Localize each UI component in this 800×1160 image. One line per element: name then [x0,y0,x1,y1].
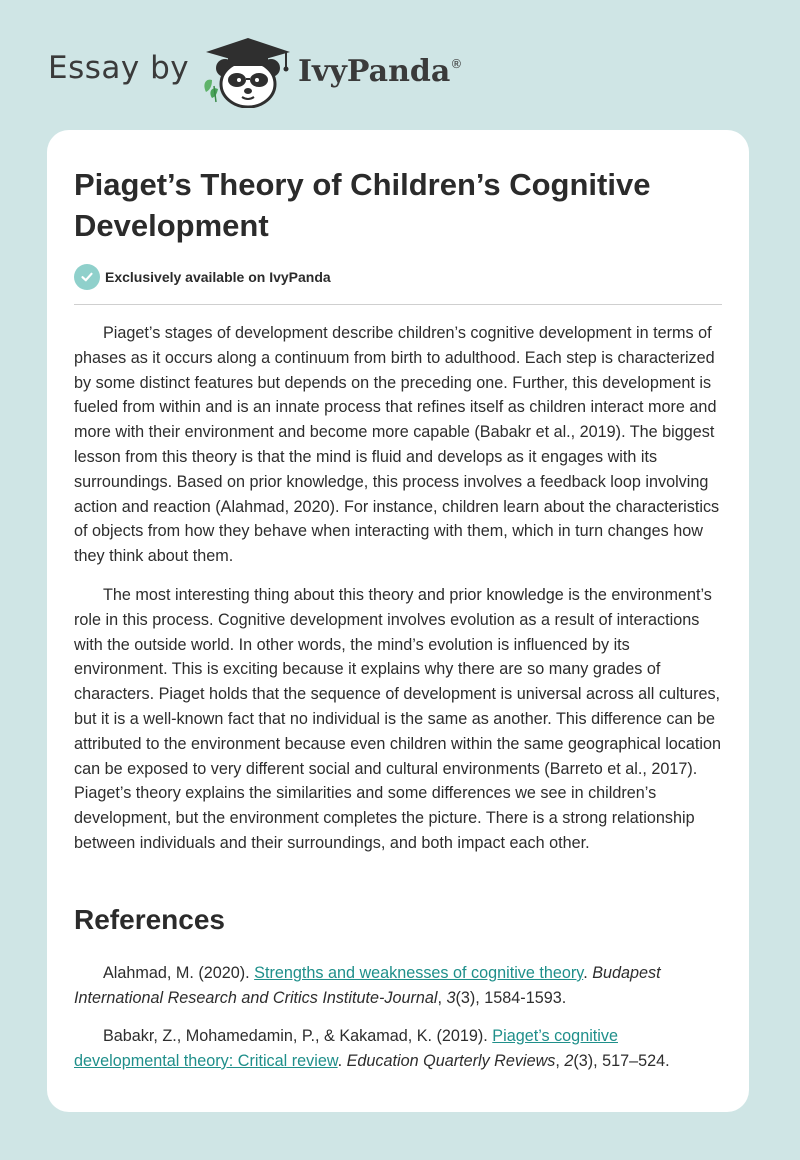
divider [74,304,722,305]
reference-punct: , [437,989,447,1007]
brand-name-text: IvyPanda [298,54,451,89]
paragraph: The most interesting thing about this theory and prior knowledge is the environment’s role in this process. Cognitive development involves evolution as a result of interactions with the outside world. In other words, the mind’s evolution is influenced by its environment. This is exciting because it explains why there are so many grades of characters. Piaget holds that the sequence of development is universal across all cultures, but it is a well-known fact that no individual is the same as another. This difference can be attributed to the environment because even children within the same geographical location can be exposed to very different social and cultural environments (Barreto et al., 2017). Piaget’s theory explains the similarities and some differences we see in children’s development, but the environment completes the picture. There is a strong relationship between individuals and their surroundings, and both impact each other. [74,585,722,852]
reference-volume: 3 [446,989,456,1007]
page-title: Piaget’s Theory of Children’s Cognitive Development [74,167,651,243]
references-heading: References [74,904,225,935]
reference-journal: Budapest International Research and Critics Institute-Journal [74,964,661,1007]
reference-link[interactable]: Piaget’s cognitive developmental theory: Critical review [74,1027,618,1070]
reference-authors: Babakr, Z., Mohamedamin, P., & Kakamad, K. (2019). [103,1027,493,1045]
reference-punct: . [337,1052,347,1070]
reference-punct: . [583,964,593,982]
badge-label: Exclusively available on IvyPanda [105,269,331,285]
reference-punct: , [555,1052,565,1070]
brand-name[interactable] [298,54,462,89]
brand-prefix: Essay by [48,50,190,86]
registered-mark: ® [450,57,463,71]
exclusive-badge [74,264,331,290]
reference-volume: 2 [564,1052,574,1070]
reference-authors: Alahmad, M. (2020). [103,964,255,982]
reference-link[interactable]: Strengths and weaknesses of cognitive theory [254,964,584,982]
panda-logo-icon[interactable] [200,34,296,108]
essay-card [47,130,749,1112]
checkmark-icon [74,264,100,290]
references-list [74,961,726,1087]
essay-body [74,321,726,870]
reference-pages: (3), 517–524. [573,1052,670,1070]
paragraph: Piaget’s stages of development describe children’s cognitive development in terms of phases as it occurs along a continuum from birth to adulthood. Each step is characterized by some distinct features but depends on the preceding one. Further, this development is fueled from within and is an innate process that refines itself as children interact more and more with their environment and become more capable (Babakr et al., 2019). The biggest lesson from this theory is that the mind is fluid and develops as it engages with its surroundings. Based on prior knowledge, this process involves a feedback loop involving action and reaction (Alahmad, 2020). For instance, children learn about the characteristics of objects from how they behave when interacting with them, which in turn changes how they think about them. [74,324,720,566]
site-header [0,0,800,130]
reference-item [74,1024,726,1074]
reference-item [74,961,726,1011]
reference-journal: Education Quarterly Reviews [346,1052,556,1070]
reference-pages: (3), 1584-1593. [455,989,567,1007]
